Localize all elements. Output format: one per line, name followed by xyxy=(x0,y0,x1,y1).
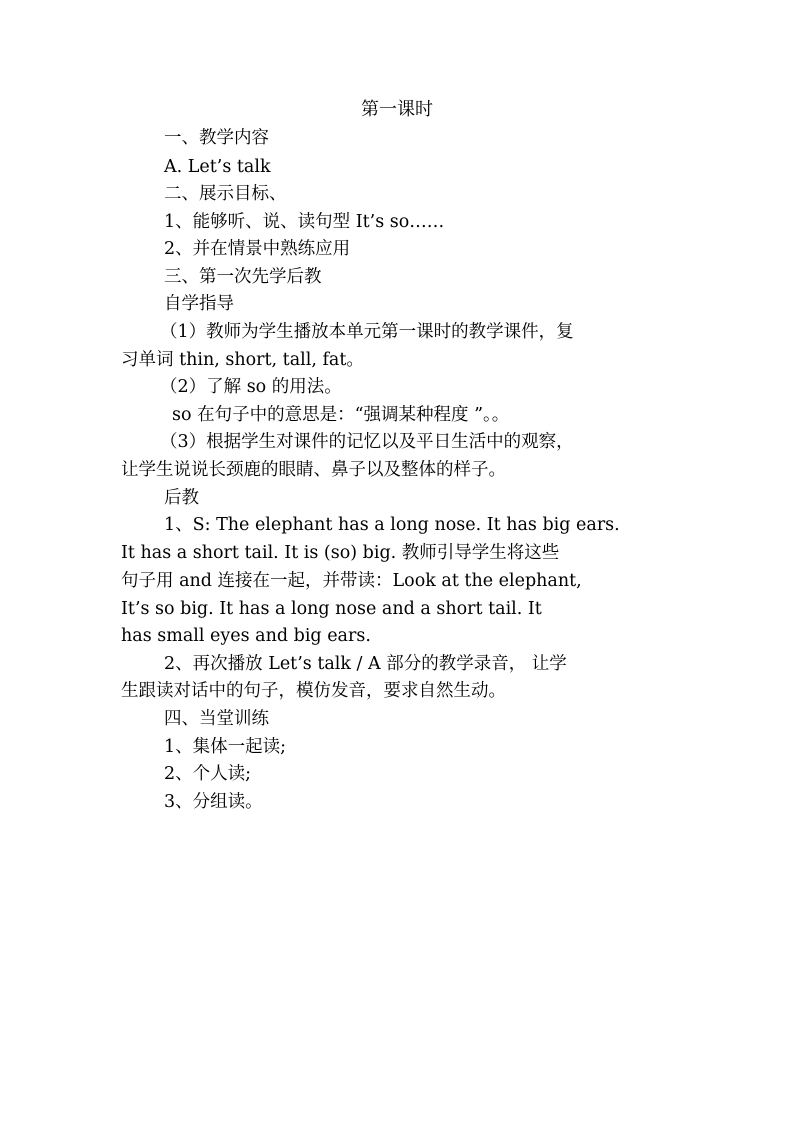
text-line: A. Let’s talk xyxy=(164,157,271,177)
section-heading-objectives: 二、展示目标、 xyxy=(164,184,287,204)
objective-item: 1、能够听、说、读句型 It’s so…… xyxy=(164,212,445,232)
paragraph-line: 生跟读对话中的句子，模仿发音，要求自然生动。 xyxy=(121,681,506,701)
practice-item: 3、分组读。 xyxy=(164,792,263,812)
paragraph-line: It has a short tail. It is (so) big. 教师引导学生将这些 xyxy=(121,543,560,563)
page-title: 第一课时 xyxy=(361,99,433,120)
section-heading-teaching-content: 一、教学内容 xyxy=(164,128,269,148)
paragraph-line: 句子用 and 连接在一起，并带读：Look at the elephant, xyxy=(121,571,582,591)
paragraph-line: 1、S: The elephant has a long nose. It has big ears. xyxy=(164,515,620,535)
paragraph-line: （1）教师为学生播放本单元第一课时的教学课件，复 xyxy=(160,322,574,342)
paragraph-line: so 在句子中的意思是：“强调某种程度 ”。。 xyxy=(172,405,510,425)
practice-item: 1、集体一起读; xyxy=(164,737,287,757)
paragraph-line: has small eyes and big ears. xyxy=(121,626,371,646)
paragraph-line: 2、再次播放 Let’s talk / A 部分的教学录音， 让学 xyxy=(164,654,567,674)
subheading-post-teaching: 后教 xyxy=(164,488,199,508)
paragraph-line: 习单词 thin, short, tall, fat。 xyxy=(121,350,364,370)
objective-item: 2、并在情景中熟练应用 xyxy=(164,239,351,259)
section-heading-classroom-practice: 四、当堂训练 xyxy=(164,709,269,729)
paragraph-line: It’s so big. It has a long nose and a short tail. It xyxy=(121,599,542,619)
practice-item: 2、个人读; xyxy=(164,764,252,784)
paragraph-line: 让学生说说长颈鹿的眼睛、鼻子以及整体的样子。 xyxy=(121,460,506,480)
section-heading-first-round: 三、第一次先学后教 xyxy=(164,267,322,287)
paragraph-line: （2）了解 so 的用法。 xyxy=(160,377,342,397)
paragraph-line: （3）根据学生对课件的记忆以及平日生活中的观察， xyxy=(160,432,574,452)
subheading-self-study: 自学指导 xyxy=(164,294,234,314)
